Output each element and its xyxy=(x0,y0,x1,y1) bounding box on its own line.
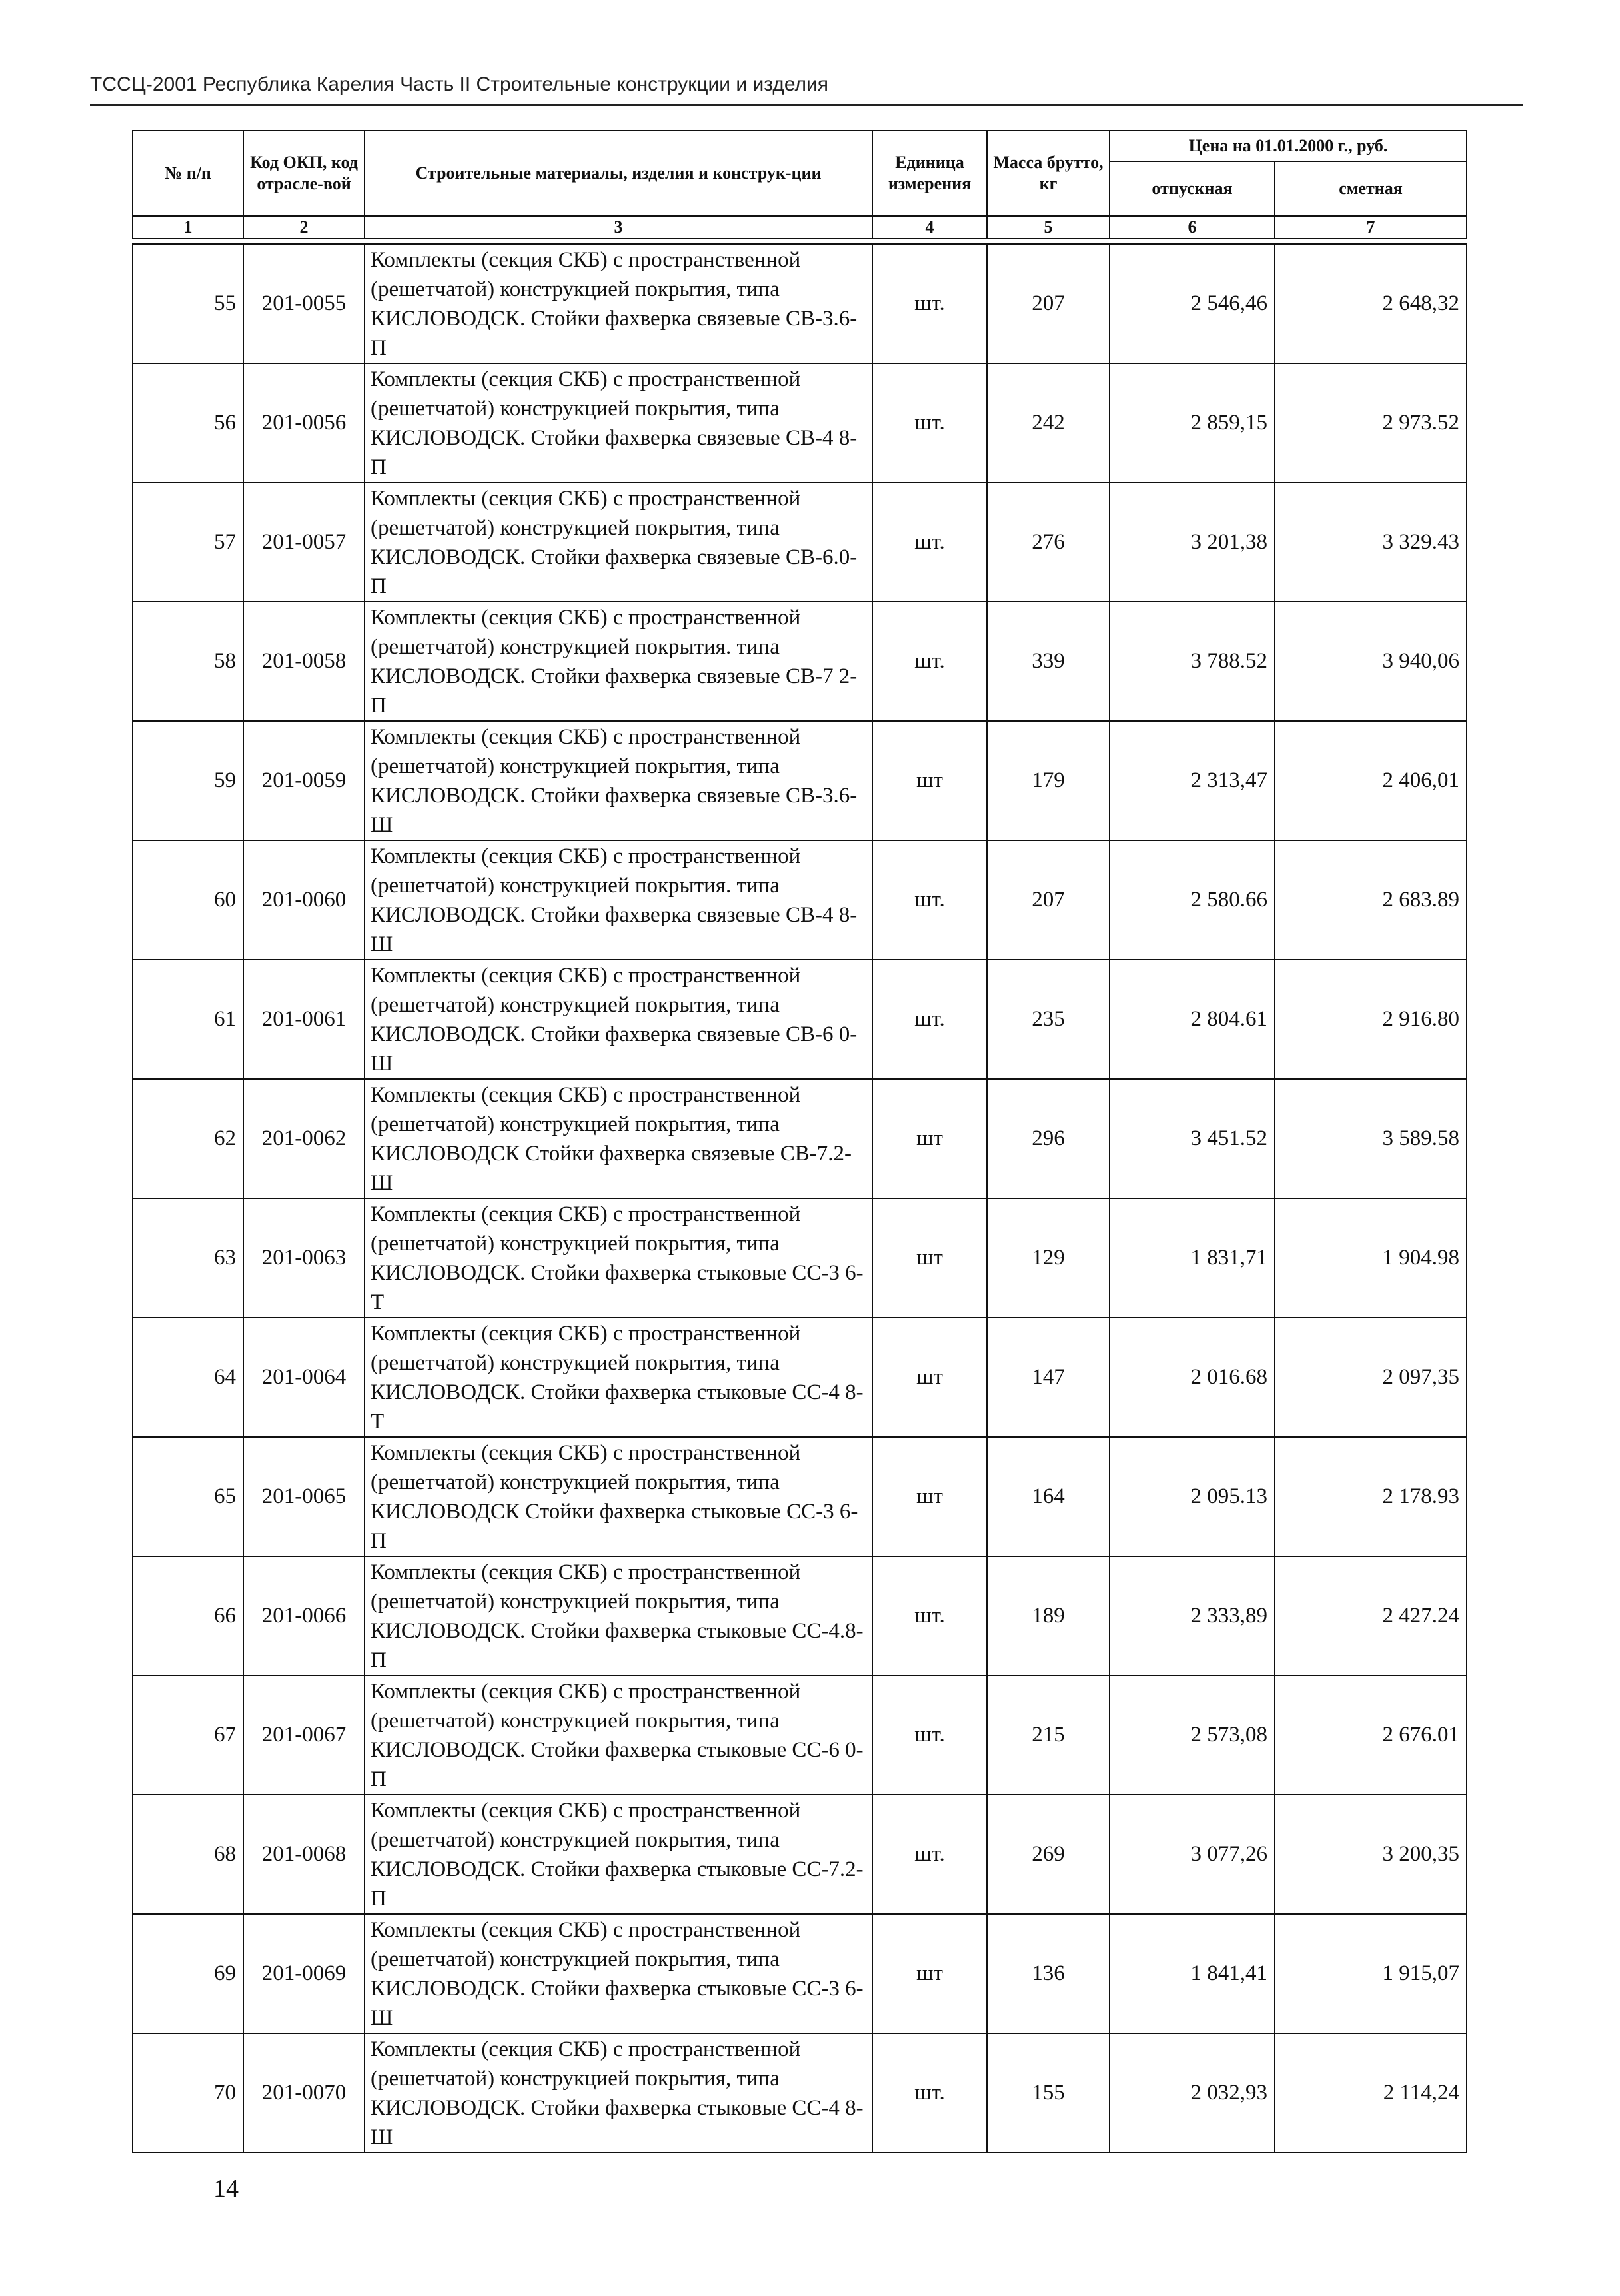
row-unit: шт xyxy=(872,1914,987,2033)
row-mass: 155 xyxy=(987,2033,1110,2153)
row-number: 62 xyxy=(133,1079,243,1198)
row-number: 64 xyxy=(133,1318,243,1437)
row-mass: 189 xyxy=(987,1556,1110,1676)
col-header-price-group: Цена на 01.01.2000 г., руб. xyxy=(1110,131,1467,161)
row-description: Комплекты (секция СКБ) с пространственной (решетчатой) конструкцией покрытия, типа КИСЛОВОДСК. Стойки фахверка связевые СВ-3.6-П xyxy=(365,244,872,363)
row-number: 66 xyxy=(133,1556,243,1676)
row-code: 201-0064 xyxy=(243,1318,365,1437)
row-price-release: 3 788.52 xyxy=(1110,602,1275,721)
row-unit: шт. xyxy=(872,1795,987,1914)
row-price-estimate: 2 973.52 xyxy=(1275,363,1467,483)
row-code: 201-0056 xyxy=(243,363,365,483)
row-price-estimate: 3 589.58 xyxy=(1275,1079,1467,1198)
table-row xyxy=(133,960,1467,1079)
row-price-release: 2 032,93 xyxy=(1110,2033,1275,2153)
row-unit: шт. xyxy=(872,483,987,602)
row-price-estimate: 2 427.24 xyxy=(1275,1556,1467,1676)
row-code: 201-0062 xyxy=(243,1079,365,1198)
col-header-name: Строительные материалы, изделия и конструк-ции xyxy=(365,131,872,216)
row-unit: шт xyxy=(872,1318,987,1437)
row-number: 56 xyxy=(133,363,243,483)
row-price-estimate: 2 097,35 xyxy=(1275,1318,1467,1437)
row-description: Комплекты (секция СКБ) с пространственной (решетчатой) конструкцией покрытия, типа КИСЛОВОДСК. Стойки фахверка стыковые СС-3 6-Ш xyxy=(365,1914,872,2033)
row-price-release: 2 804.61 xyxy=(1110,960,1275,1079)
table-row xyxy=(133,1198,1467,1318)
column-number: 3 xyxy=(365,216,872,239)
row-code: 201-0070 xyxy=(243,2033,365,2153)
row-price-estimate: 2 406,01 xyxy=(1275,721,1467,840)
row-price-release: 3 077,26 xyxy=(1110,1795,1275,1914)
column-number: 2 xyxy=(243,216,365,239)
column-number: 5 xyxy=(987,216,1110,239)
row-description: Комплекты (секция СКБ) с пространственной (решетчатой) конструкцией покрытия, типа КИСЛОВОДСК. Стойки фахверка стыковые СС-6 0-П xyxy=(365,1676,872,1795)
row-number: 70 xyxy=(133,2033,243,2153)
row-unit: шт. xyxy=(872,1676,987,1795)
row-price-estimate: 2 114,24 xyxy=(1275,2033,1467,2153)
table-row xyxy=(133,721,1467,840)
row-price-estimate: 2 648,32 xyxy=(1275,244,1467,363)
row-description: Комплекты (секция СКБ) с пространственной (решетчатой) конструкцией покрытия, типа КИСЛОВОДСК. Стойки фахверка стыковые СС-4 8-Т xyxy=(365,1318,872,1437)
row-code: 201-0057 xyxy=(243,483,365,602)
row-number: 59 xyxy=(133,721,243,840)
row-unit: шт. xyxy=(872,244,987,363)
row-price-estimate: 1 904.98 xyxy=(1275,1198,1467,1318)
row-price-estimate: 3 200,35 xyxy=(1275,1795,1467,1914)
table-row xyxy=(133,244,1467,363)
row-code: 201-0061 xyxy=(243,960,365,1079)
page-number: 14 xyxy=(213,2175,239,2203)
column-number: 7 xyxy=(1275,216,1467,239)
row-price-release: 2 580.66 xyxy=(1110,840,1275,960)
row-unit: шт xyxy=(872,721,987,840)
column-number: 4 xyxy=(872,216,987,239)
col-header-unit: Единица измерения xyxy=(872,131,987,216)
col-header-price-estimate: сметная xyxy=(1275,161,1467,216)
row-unit: шт. xyxy=(872,840,987,960)
row-code: 201-0060 xyxy=(243,840,365,960)
row-mass: 129 xyxy=(987,1198,1110,1318)
table-row xyxy=(133,1556,1467,1676)
col-header-mass: Масса брутто, кг xyxy=(987,131,1110,216)
row-code: 201-0069 xyxy=(243,1914,365,2033)
table-row xyxy=(133,2033,1467,2153)
row-number: 55 xyxy=(133,244,243,363)
row-description: Комплекты (секция СКБ) с пространственной (решетчатой) конструкцией покрытия, типа КИСЛОВОДСК. Стойки фахверка связевые СВ-4 8-П xyxy=(365,363,872,483)
column-number: 6 xyxy=(1110,216,1275,239)
row-number: 57 xyxy=(133,483,243,602)
row-price-release: 2 859,15 xyxy=(1110,363,1275,483)
row-unit: шт. xyxy=(872,960,987,1079)
header-divider xyxy=(90,104,1523,106)
row-description: Комплекты (секция СКБ) с пространственной (решетчатой) конструкцией покрытия, типа КИСЛОВОДСК. Стойки фахверка связевые СВ-6 0-Ш xyxy=(365,960,872,1079)
row-mass: 136 xyxy=(987,1914,1110,2033)
page-header-title: ТССЦ-2001 Республика Карелия Часть II Строительные конструкции и изделия xyxy=(90,73,829,95)
row-price-release: 1 841,41 xyxy=(1110,1914,1275,2033)
table-row xyxy=(133,1914,1467,2033)
table-row xyxy=(133,1318,1467,1437)
row-price-release: 2 313,47 xyxy=(1110,721,1275,840)
table-row xyxy=(133,1437,1467,1556)
table-row xyxy=(133,840,1467,960)
row-number: 63 xyxy=(133,1198,243,1318)
row-description: Комплекты (секция СКБ) с пространственной (решетчатой) конструкцией покрытия, типа КИСЛОВОДСК. Стойки фахверка стыковые СС-4 8-Ш xyxy=(365,2033,872,2153)
price-table xyxy=(132,243,1467,2153)
table-row xyxy=(133,363,1467,483)
row-number: 65 xyxy=(133,1437,243,1556)
table-row xyxy=(133,483,1467,602)
row-price-release: 2 573,08 xyxy=(1110,1676,1275,1795)
row-description: Комплекты (секция СКБ) с пространственной (решетчатой) конструкцией покрытия, типа КИСЛОВОДСК. Стойки фахверка стыковые СС-7.2-П xyxy=(365,1795,872,1914)
row-unit: шт. xyxy=(872,1556,987,1676)
col-header-code: Код ОКП, код отрасле-вой xyxy=(243,131,365,216)
row-mass: 215 xyxy=(987,1676,1110,1795)
row-description: Комплекты (секция СКБ) с пространственной (решетчатой) конструкцией покрытия, типа КИСЛОВОДСК. Стойки фахверка стыковые СС-3 6-Т xyxy=(365,1198,872,1318)
row-code: 201-0068 xyxy=(243,1795,365,1914)
row-code: 201-0055 xyxy=(243,244,365,363)
row-unit: шт xyxy=(872,1437,987,1556)
row-price-release: 2 016.68 xyxy=(1110,1318,1275,1437)
row-code: 201-0066 xyxy=(243,1556,365,1676)
row-description: Комплекты (секция СКБ) с пространственной (решетчатой) конструкцией покрытия, типа КИСЛОВОДСК. Стойки фахверка стыковые СС-4.8-П xyxy=(365,1556,872,1676)
row-price-release: 2 546,46 xyxy=(1110,244,1275,363)
row-unit: шт. xyxy=(872,602,987,721)
row-price-estimate: 3 329.43 xyxy=(1275,483,1467,602)
row-unit: шт xyxy=(872,1079,987,1198)
row-description: Комплекты (секция СКБ) с пространственной (решетчатой) конструкцией покрытия, типа КИСЛОВОДСК Стойки фахверка стыковые СС-3 6-П xyxy=(365,1437,872,1556)
row-price-estimate: 1 915,07 xyxy=(1275,1914,1467,2033)
row-mass: 269 xyxy=(987,1795,1110,1914)
row-number: 61 xyxy=(133,960,243,1079)
row-price-release: 3 201,38 xyxy=(1110,483,1275,602)
row-number: 58 xyxy=(133,602,243,721)
row-description: Комплекты (секция СКБ) с пространственной (решетчатой) конструкцией покрытия, типа КИСЛОВОДСК Стойки фахверка связевые СВ-7.2-Ш xyxy=(365,1079,872,1198)
row-mass: 339 xyxy=(987,602,1110,721)
row-mass: 276 xyxy=(987,483,1110,602)
row-price-estimate: 2 178.93 xyxy=(1275,1437,1467,1556)
row-unit: шт. xyxy=(872,2033,987,2153)
row-unit: шт xyxy=(872,1198,987,1318)
table-row xyxy=(133,1795,1467,1914)
row-price-estimate: 2 676.01 xyxy=(1275,1676,1467,1795)
column-number-row xyxy=(133,216,1467,239)
table-header xyxy=(132,130,1467,239)
col-header-num: № п/п xyxy=(133,131,243,216)
row-number: 67 xyxy=(133,1676,243,1795)
row-mass: 242 xyxy=(987,363,1110,483)
row-price-release: 2 333,89 xyxy=(1110,1556,1275,1676)
table-row xyxy=(133,602,1467,721)
row-description: Комплекты (секция СКБ) с пространственной (решетчатой) конструкцией покрытия. типа КИСЛОВОДСК. Стойки фахверка связевые СВ-7 2-П xyxy=(365,602,872,721)
table-row xyxy=(133,1079,1467,1198)
row-mass: 164 xyxy=(987,1437,1110,1556)
row-code: 201-0067 xyxy=(243,1676,365,1795)
row-description: Комплекты (секция СКБ) с пространственной (решетчатой) конструкцией покрытия, типа КИСЛОВОДСК. Стойки фахверка связевые СВ-6.0-П xyxy=(365,483,872,602)
row-price-estimate: 2 916.80 xyxy=(1275,960,1467,1079)
row-price-release: 2 095.13 xyxy=(1110,1437,1275,1556)
row-code: 201-0059 xyxy=(243,721,365,840)
row-number: 68 xyxy=(133,1795,243,1914)
row-mass: 207 xyxy=(987,244,1110,363)
row-code: 201-0063 xyxy=(243,1198,365,1318)
row-mass: 235 xyxy=(987,960,1110,1079)
row-mass: 207 xyxy=(987,840,1110,960)
row-unit: шт. xyxy=(872,363,987,483)
row-number: 60 xyxy=(133,840,243,960)
row-mass: 179 xyxy=(987,721,1110,840)
row-mass: 296 xyxy=(987,1079,1110,1198)
row-description: Комплекты (секция СКБ) с пространственной (решетчатой) конструкцией покрытия, типа КИСЛОВОДСК. Стойки фахверка связевые СВ-3.6-Ш xyxy=(365,721,872,840)
column-number: 1 xyxy=(133,216,243,239)
row-price-estimate: 3 940,06 xyxy=(1275,602,1467,721)
row-code: 201-0065 xyxy=(243,1437,365,1556)
row-price-estimate: 2 683.89 xyxy=(1275,840,1467,960)
row-description: Комплекты (секция СКБ) с пространственной (решетчатой) конструкцией покрытия. типа КИСЛОВОДСК. Стойки фахверка связевые СВ-4 8-Ш xyxy=(365,840,872,960)
row-price-release: 1 831,71 xyxy=(1110,1198,1275,1318)
row-code: 201-0058 xyxy=(243,602,365,721)
col-header-price-release: отпускная xyxy=(1110,161,1275,216)
row-price-release: 3 451.52 xyxy=(1110,1079,1275,1198)
row-mass: 147 xyxy=(987,1318,1110,1437)
row-number: 69 xyxy=(133,1914,243,2033)
table-row xyxy=(133,1676,1467,1795)
